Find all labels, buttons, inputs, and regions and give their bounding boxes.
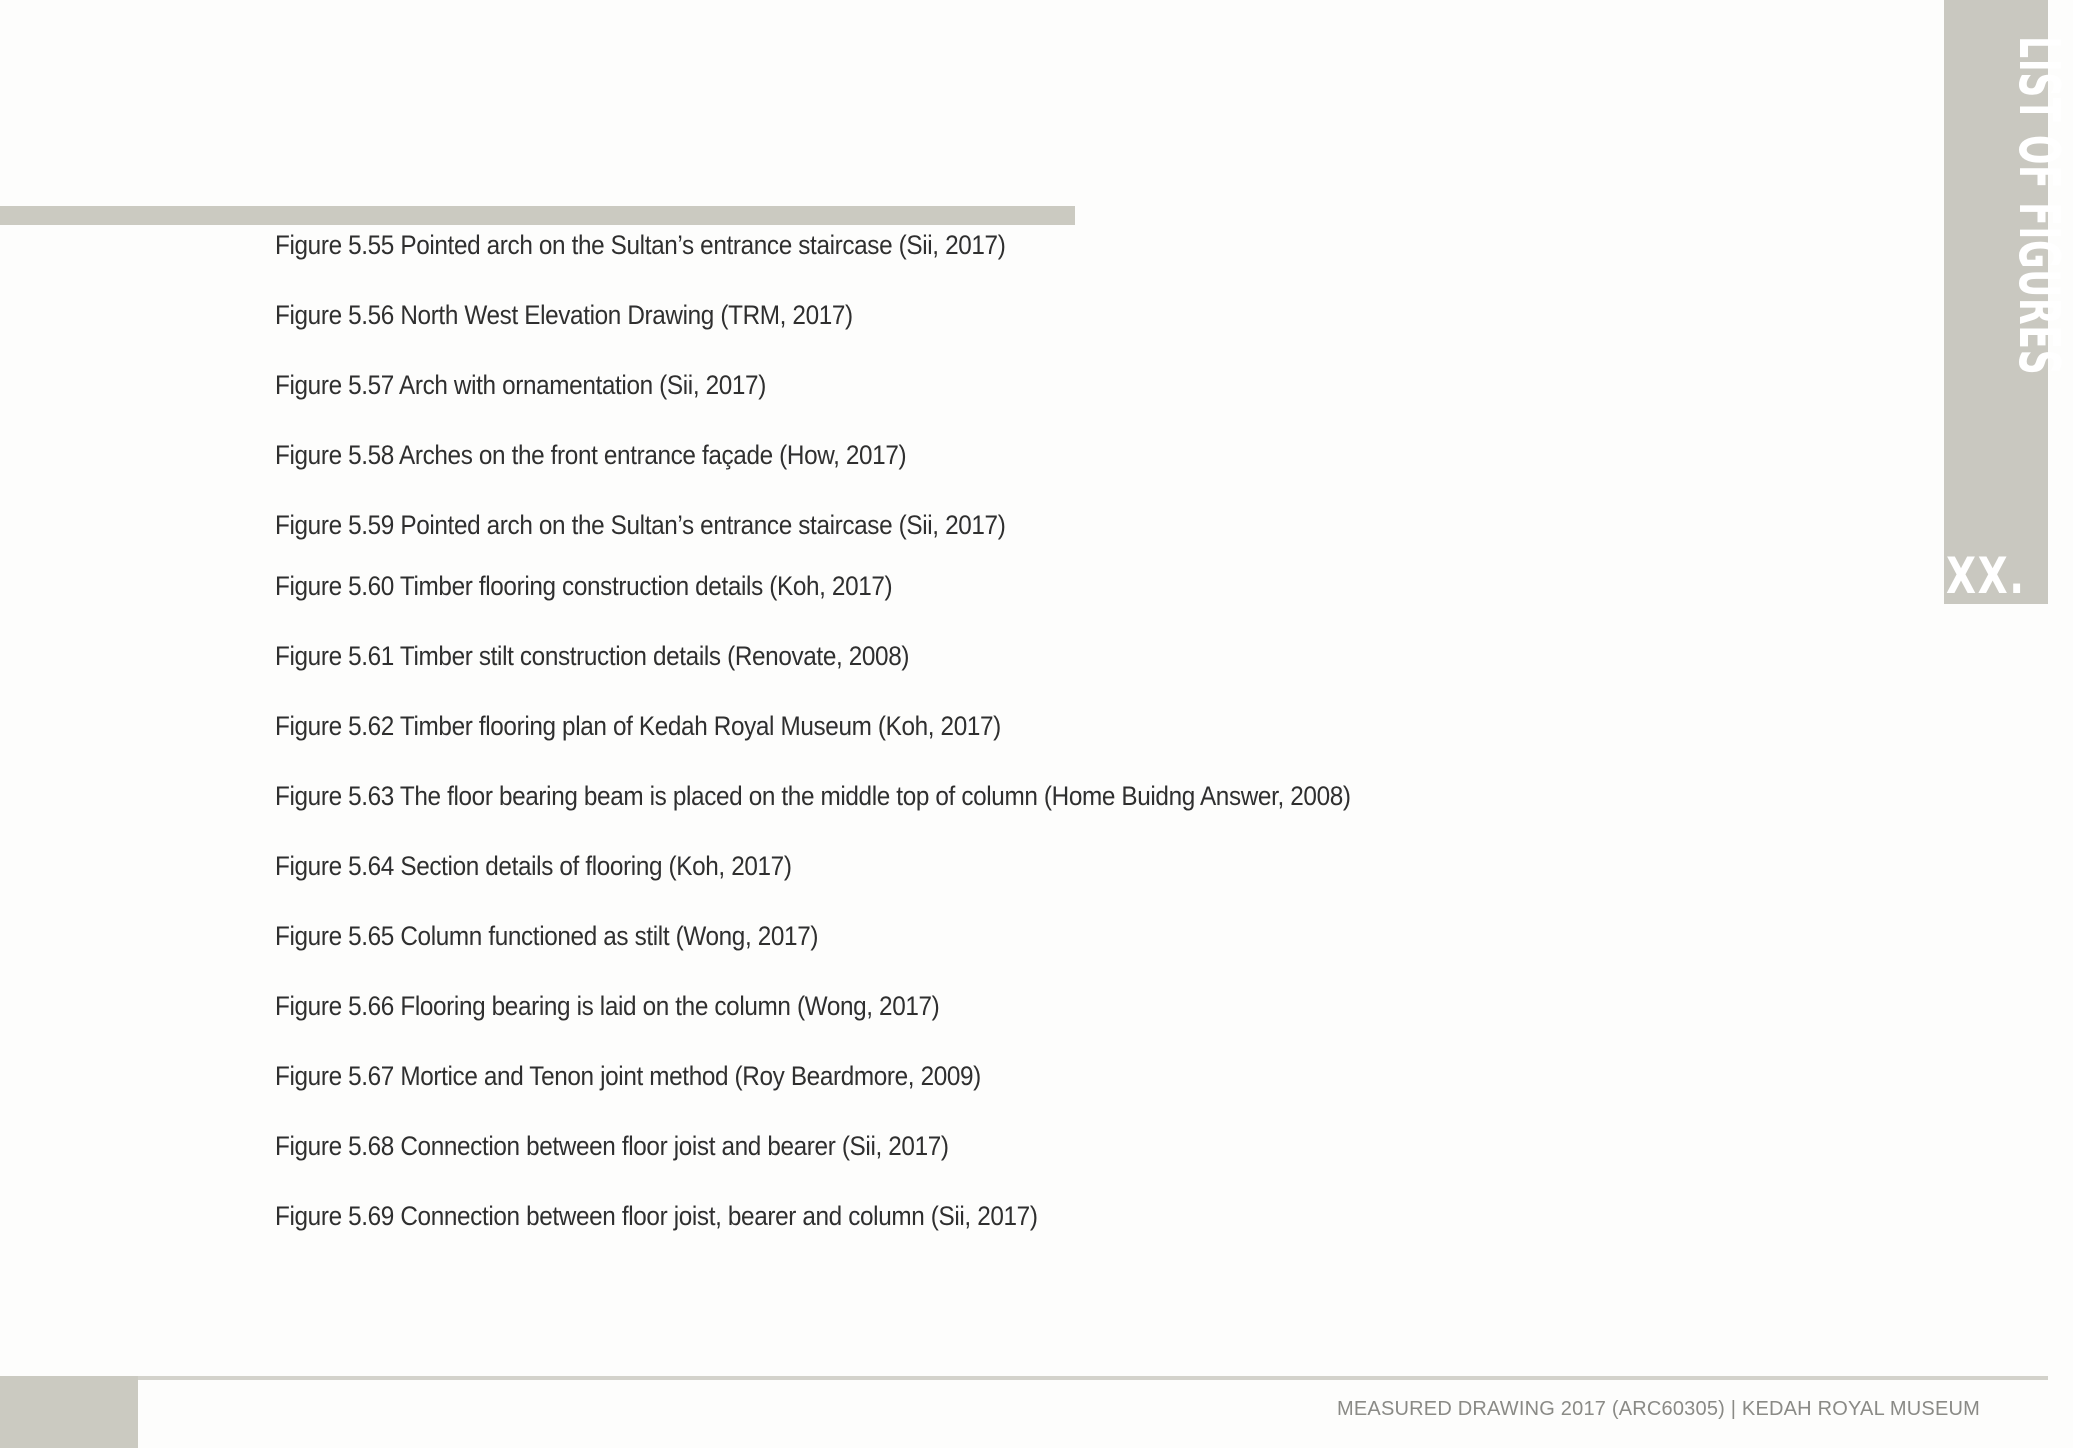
figure-entry: Figure 5.64 Section details of flooring (Koh, 2017) — [275, 851, 792, 881]
page-number: XX. — [1946, 547, 2026, 605]
section-title: LIST OF FIGURES — [2006, 36, 2071, 376]
figure-entry: Figure 5.58 Arches on the front entrance façade (How, 2017) — [275, 440, 907, 470]
figure-entry: Figure 5.60 Timber flooring construction details (Koh, 2017) — [275, 571, 893, 601]
figure-entry: Figure 5.69 Connection between floor joist, bearer and column (Sii, 2017) — [275, 1201, 1038, 1231]
figure-entry: Figure 5.61 Timber stilt construction details (Renovate, 2008) — [275, 641, 910, 671]
footer-caption: MEASURED DRAWING 2017 (ARC60305) | KEDAH ROYAL MUSEUM — [1337, 1398, 1980, 1420]
footer-divider — [0, 1376, 2048, 1380]
figure-entry: Figure 5.65 Column functioned as stilt (Wong, 2017) — [275, 921, 819, 951]
figure-entry: Figure 5.68 Connection between floor joist and bearer (Sii, 2017) — [275, 1131, 949, 1161]
figure-entry: Figure 5.67 Mortice and Tenon joint method (Roy Beardmore, 2009) — [275, 1061, 981, 1091]
figure-entry: Figure 5.63 The floor bearing beam is placed on the middle top of column (Home Buidng Answer, 2008) — [275, 781, 1351, 811]
section-title-container — [1950, 36, 2071, 376]
figure-entry: Figure 5.59 Pointed arch on the Sultan’s entrance staircase (Sii, 2017) — [275, 510, 1006, 540]
figure-entry: Figure 5.66 Flooring bearing is laid on the column (Wong, 2017) — [275, 991, 940, 1021]
header-divider-bar — [0, 206, 1075, 225]
figure-entry: Figure 5.62 Timber flooring plan of Kedah Royal Museum (Koh, 2017) — [275, 711, 1001, 741]
figure-entry: Figure 5.56 North West Elevation Drawing (TRM, 2017) — [275, 300, 853, 330]
figure-entry: Figure 5.57 Arch with ornamentation (Sii, 2017) — [275, 370, 766, 400]
figure-entry: Figure 5.55 Pointed arch on the Sultan’s entrance staircase (Sii, 2017) — [275, 230, 1006, 260]
footer-corner-block — [0, 1376, 138, 1448]
